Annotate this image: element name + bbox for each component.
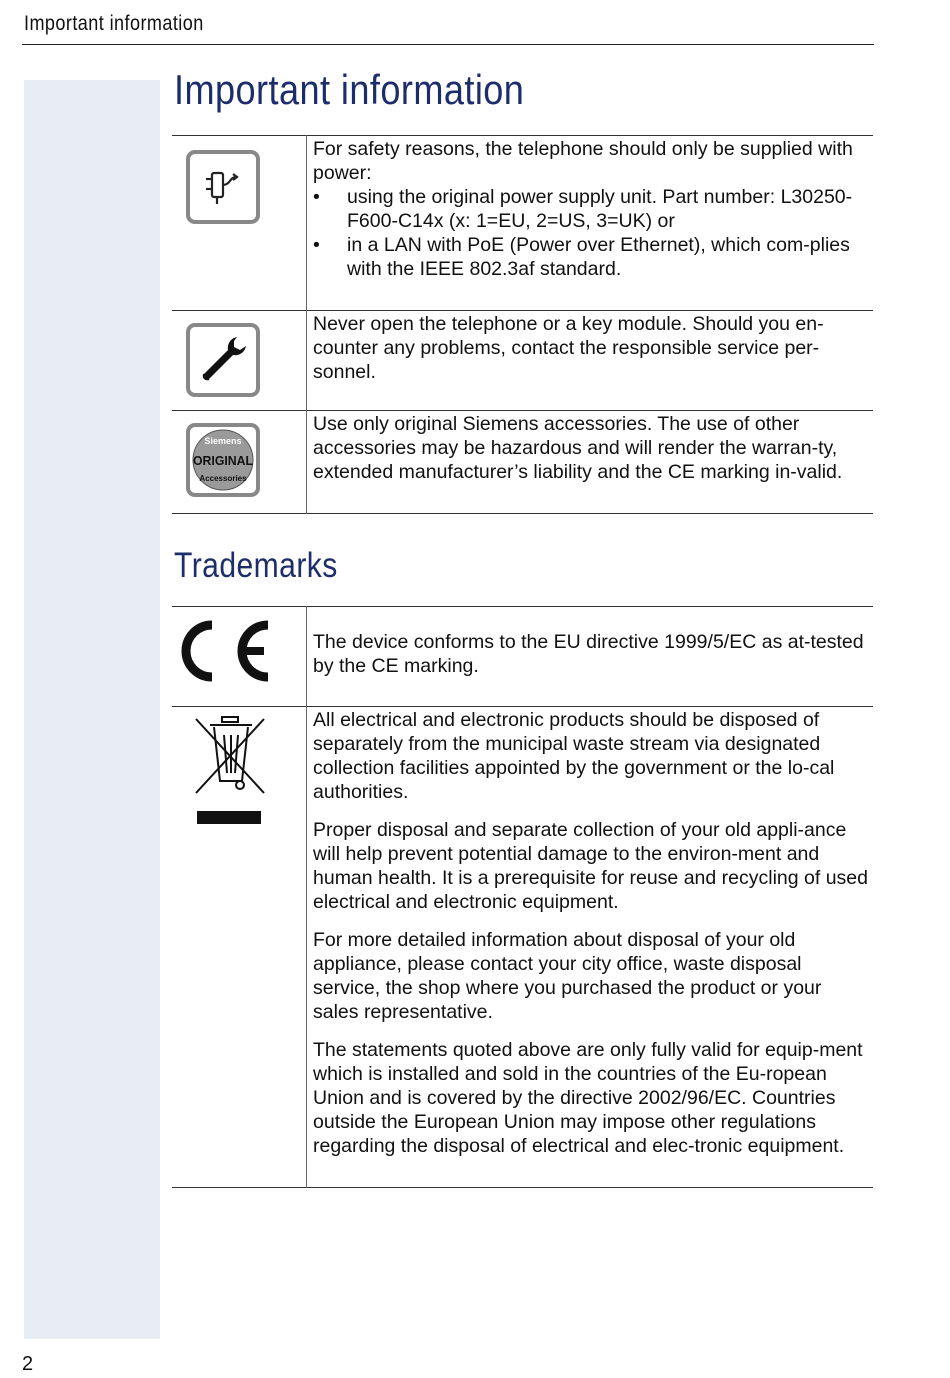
ce-conformity-text <box>307 607 874 707</box>
disposal-paragraph: All electrical and electronic products should be disposed of separately from the municipal waste stream via designated collection facilities appointed by the government or the lo-cal authorities. <box>313 709 835 803</box>
list-item: • using the original power supply unit. Part number: L30250-F600-C14x (x: 1=EU, 2=US, 3=UK) or <box>313 185 869 233</box>
page-title: Important information <box>174 66 525 113</box>
trademarks-table <box>172 606 873 1188</box>
ce-mark-icon <box>176 617 306 690</box>
power-plug-icon <box>186 150 260 224</box>
icon-cell <box>172 411 307 514</box>
disposal-paragraph: Proper disposal and separate collection of your old appli-ance will help prevent potential damage to the environ-ment and human health. It is a prerequisite for reuse and recycling of used electrical and electronic equipment. <box>313 819 868 913</box>
disposal-paragraph: For more detailed information about disposal of your old appliance, please contact your city office, waste disposal service, the shop where you purchased the product or your sales representative. <box>313 929 822 1023</box>
table-row <box>172 707 873 1188</box>
side-band <box>24 80 160 1339</box>
table-row <box>172 411 873 514</box>
accessories-logo-text: Accessories <box>199 474 247 483</box>
service-warning-text: Never open the telephone or a key module. Should you en-counter any problems, contact the responsible service per-sonnel. <box>313 313 824 383</box>
power-supply-list <box>313 185 869 281</box>
ce-conformity-paragraph: The device conforms to the EU directive 1999/5/EC as at-tested by the CE marking. <box>313 631 864 677</box>
accessories-warning-text: Use only original Siemens accessories. The use of other accessories may be hazardous and will render the warran-ty, extended manufacturer’s liability and the CE marking in-valid. <box>313 413 843 483</box>
siemens-logo-text: Siemens <box>204 436 242 446</box>
safety-table <box>172 135 873 514</box>
page-number: 2 <box>22 1353 34 1375</box>
icon-cell <box>172 136 307 311</box>
siemens-original-accessories-icon <box>186 423 260 497</box>
power-supply-intro: For safety reasons, the telephone should only be supplied with power: <box>313 138 853 184</box>
trademarks-heading: Trademarks <box>174 546 338 585</box>
wrench-icon <box>186 323 260 397</box>
original-logo-text: ORIGINAL <box>193 453 254 468</box>
header-rule <box>22 44 874 45</box>
crossed-out-bin-icon <box>192 715 306 832</box>
icon-cell <box>172 707 307 1188</box>
icon-cell <box>172 607 307 707</box>
list-item: • in a LAN with PoE (Power over Ethernet), which com-plies with the IEEE 802.3af standard. <box>313 233 869 281</box>
disposal-paragraph: The statements quoted above are only fully valid for equip-ment which is installed and sold in the countries of the Eu-ropean Union and is covered by the directive 2002/96/EC. Countries outside the European Union may impose other regulations regarding the disposal of electrical and elec-tronic equipment. <box>313 1039 863 1157</box>
table-row <box>172 136 873 311</box>
power-supply-text <box>307 136 874 311</box>
table-row <box>172 607 873 707</box>
running-header: Important information <box>24 12 204 35</box>
table-row <box>172 311 873 411</box>
icon-cell <box>172 311 307 411</box>
disposal-text <box>307 707 874 1188</box>
